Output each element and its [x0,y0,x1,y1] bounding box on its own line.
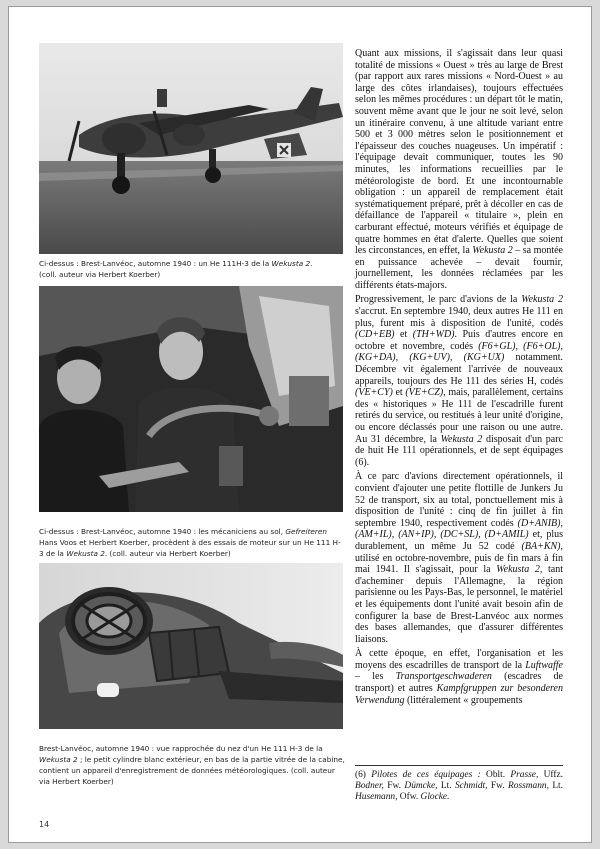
footnote-name-4: Schmidt, [454,781,488,792]
caption-3-unit: Wekusta 2 [39,755,78,764]
code-cd-eb: (CD+EB) [355,329,395,341]
footnote-rank-7: Ofw. [397,792,421,803]
footnote-rule [355,765,563,766]
photo-he111-nose [39,563,343,729]
caption-2-rank: Gefreiteren [285,527,328,536]
paragraph-fleet-text-e: notamment. Décembre vit également l'arrivée de nouveaux appareils, toujours des He 111 des séries H, codés [355,352,563,387]
paragraph-missions-text-b: – sa montée en puissance achevée – devait fournir, journellement, les données réclamées par les différents états-majors. [355,245,563,291]
caption-1-prefix: Ci-dessus : Brest-Lanvéoc, automne 1940 : un He 111H-3 de la [39,259,272,268]
caption-2-unit: Wekusta 2 [66,549,105,558]
code-ve-cy: (VE+CY) [355,387,393,399]
footnote-rank-1: Oblt. [480,770,511,780]
caption-photo-3 [39,743,345,787]
paragraph-junkers-text-c: , utilisé en octobre-novembre, puis de fin mars à fin mai 1941. Il s'agissait, pour la [355,540,563,576]
code-th-wd: (TH+WD) [412,329,455,341]
footnote-name-3: Dümcke, [404,781,438,792]
paragraph-fleet-text-h: disposait d'un parc de huit He 111 opérationnels, et de sept équipages (6). [355,433,563,468]
paragraph-junkers [355,471,563,645]
footnote-rank-4: Lt. [437,781,455,792]
footnote-intro: Pilotes de ces équipages : [371,770,481,780]
paragraph-transport-text-c: (escadres de transport) et autres [355,671,563,695]
codes-ju52: (D+ANIB), (AM+IL), (AN+IP), (DC+SL), (D+AMIL) [355,517,563,541]
caption-1-suffix: . [310,259,313,268]
paragraph-junkers-text-b: et, plus durablement, un même Ju 52 codé [355,529,563,552]
term-luftwaffe: Luftwaffe [525,659,563,671]
caption-2-prefix: Ci-dessus : Brest-Lanvéoc, automne 1940 : les mécaniciens au sol, [39,527,286,536]
footnote-rank-6: Lt. [548,781,563,792]
footnote-name-2: Bodner, [355,781,384,792]
photo-he111-airfield [39,43,343,254]
footnote-name-7: Glocke. [420,792,450,803]
paragraph-missions-unit: Wekusta 2 [472,245,513,257]
footnote-name-5: Rossmann, [508,781,549,792]
footnote-name-1: Prasse, [510,770,539,780]
caption-1-credit: (coll. auteur via Herbert Koerber) [39,270,161,279]
footnote-rank-2: Uffz. [538,770,563,780]
caption-photo-1 [39,258,345,280]
paragraph-missions [355,48,563,291]
caption-2-suffix: . (coll. auteur via Herbert Koerber) [104,549,231,558]
paragraph-fleet-text-d: . Puis d'autres encore en octobre et novembre, codés [355,329,563,352]
footnote-label: (6) [355,770,372,780]
codes-october-november: (F6+GL), (F6+OL), (KG+DA), (KG+UV), (KG+UX) [355,340,563,364]
footnote-name-6: Husemann, [355,792,398,803]
paragraph-fleet-and-1: et [394,329,413,341]
caption-3-prefix: Brest-Lanvéoc, automne 1940 : vue rapprochée du nez d'un He 111 H-3 de la [39,744,323,753]
paragraph-transport-text-d: (littéralement « groupements [404,694,523,706]
paragraph-fleet-text-g: , mais, parallèlement, certains des « historiques » He 111 de l'escadrille furent retirés du service, ou restitués à leur unité d'origine, ou encore déclassés pour une raison ou une autre. Au 31 décembre, la [355,387,563,445]
term-kampfgruppen: Kampfgruppen zur besonderen Verwendung [355,683,563,706]
paragraph-transport-text-a: À cette époque, en effet, l'organisation et les moyens des escadrilles de transport de la [355,648,563,671]
photo-he111-airfield-image [39,43,343,254]
paragraph-fleet-unit-2: Wekusta 2 [440,433,483,445]
photo-mechanics-cockpit [39,286,343,512]
paragraph-missions-text-a: Quant aux missions, il s'agissait dans leur quasi totalité de missions « Ouest » très au large de Brest (par rapport aux rares missions « Nord-Ouest » au large des côtes irlandaises), toujours effectuées selon les mêmes procédures : un départ tôt le matin, souvent même avant que le jour ne soit levé, selon un itinéraire convenu, à une altitude variant entre 500 et 3 000 mètres selon le positionnement et l'épaisseur des couches nuageuses. Un impératif : l'équipage devait communiquer, toutes les 90 minutes, les informations recueillies par le météorologiste de bord. Et une incontournable obligation : un appareil de remplacement était systématiquement préparé, prêt à décoller en cas de défaillance de l'appareil « titulaire », plein en carburant effectué, moteurs vérifiés et équipage de quatre hommes en état d'alerte. Quelles que soient les circonstances, en effet, la [355,48,563,257]
book-page [8,6,592,843]
paragraph-fleet-text-b: s'accrut. En septembre 1940, deux autres He 111 en plus, furent mis à disposition de l'unité, codés [355,306,563,329]
caption-3-suffix: ; le petit cylindre blanc extérieur, en bas de la partie vitrée de la cabine, contient un appareil d'enregistrement de données météorologiques. (coll. auteur via Herbert Koerber) [39,755,345,786]
footnote-6 [355,770,563,804]
paragraph-fleet-text-a: Progressivement, le parc d'avions de la [355,294,522,306]
photo-he111-nose-image [39,563,343,729]
caption-photo-2 [39,526,345,559]
paragraph-fleet-and-2: et [392,387,406,399]
paragraph-fleet-unit-1: Wekusta 2 [521,294,563,306]
footnote-rank-5: Fw. [487,781,509,792]
paragraph-junkers-unit: Wekusta 2 [496,564,540,576]
footnote-rank-3: Fw. [383,781,405,792]
caption-1-unit: Wekusta 2 [271,259,311,268]
term-transportgeschwaderen: Transportgeschwaderen [395,671,492,683]
caption-2-mid: Hans Voos et Herbert Koerber, procèdent à des essais de moteur sur un He 111 H-3 de la [39,538,341,558]
paragraph-junkers-text-d: , tant d'acheminer depuis l'Allemagne, la région parisienne ou les Pays-Bas, le personnel, le matériel et les équipements dont l'unité avait besoin afin de configurer la base de Brest-Lanvéoc aux normes des bases allemandes, que d'assurer différentes liaisons. [355,564,563,645]
code-ba-kn: (BA+KN) [521,540,561,552]
paragraph-fleet [355,294,563,468]
paragraph-transport-text-b: – les [355,671,396,683]
body-text-column [355,48,563,709]
photo-mechanics-cockpit-image [39,286,343,512]
paragraph-transport [355,648,563,706]
paragraph-junkers-text-a: À ce parc d'avions directement opérationnels, il convient d'ajouter une petite flottille de Junkers Ju 52 de transport, six au total, ponctuellement mis à disposition de l'unité : cinq de fin juillet à fin septembre 1940, respectivement codés [355,471,563,529]
page-number: 14 [39,820,50,829]
code-ve-cz: (VE+CZ) [405,387,444,399]
